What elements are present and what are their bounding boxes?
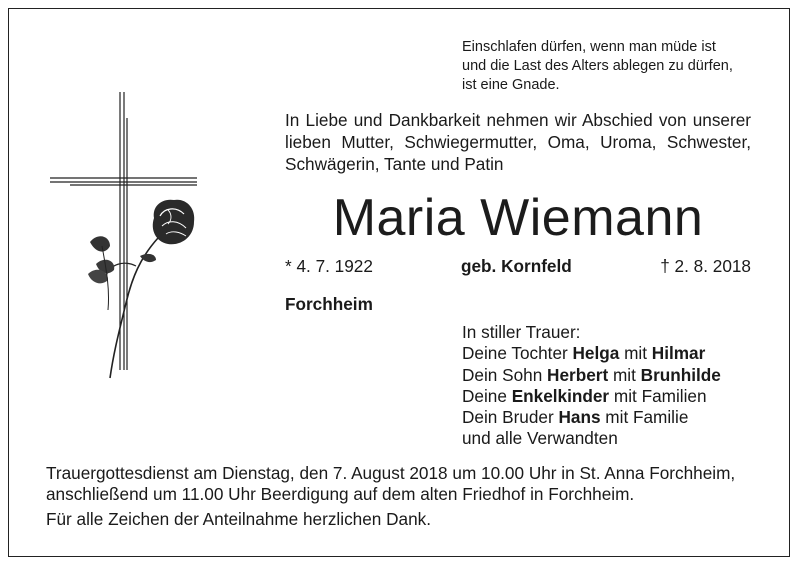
mourner-line: Deine Enkelkinder mit Familien	[462, 385, 707, 406]
motto-line: ist eine Gnade.	[462, 77, 560, 93]
service-line: Trauergottesdienst am Dienstag, den 7. August 2018 um 10.00 Uhr in St. Anna Forchheim,	[46, 463, 736, 483]
thanks-text: Für alle Zeichen der Anteilnahme herzlichen Dank.	[46, 509, 432, 529]
deceased-name: Maria Wiemann	[332, 189, 704, 247]
cross-with-rose-illustration	[40, 88, 210, 388]
mourner-line: Deine Tochter Helga mit Hilmar	[462, 343, 706, 364]
death-date: † 2. 8. 2018	[660, 256, 751, 276]
mourner-line: Dein Bruder Hans mit Familie	[462, 407, 689, 428]
mourner-line: Dein Sohn Herbert mit Brunhilde	[462, 364, 721, 385]
motto-line: Einschlafen dürfen, wenn man müde ist	[462, 39, 716, 55]
birth-date: * 4. 7. 1922	[285, 256, 373, 276]
rose-icon	[88, 200, 194, 378]
funeral-service-info	[46, 463, 735, 505]
motto-line: und die Last des Alters ablegen zu dürfen,	[462, 58, 733, 74]
mourner-line: und alle Verwandten	[462, 428, 618, 449]
intro-text: In Liebe und Dankbarkeit nehmen wir Abschied von unserer lieben Mutter, Schwiegermutter, Oma, Uroma, Schwester, Schwägerin, Tante und Patin	[285, 110, 751, 174]
mourners-list	[462, 322, 721, 450]
mourners-heading: In stiller Trauer:	[462, 322, 581, 342]
service-line: anschließend um 11.00 Uhr Beerdigung auf dem alten Friedhof in Forchheim.	[46, 484, 635, 504]
motto-quote	[462, 38, 733, 95]
maiden-name: geb. Kornfeld	[461, 256, 572, 276]
place-name: Forchheim	[285, 294, 373, 314]
